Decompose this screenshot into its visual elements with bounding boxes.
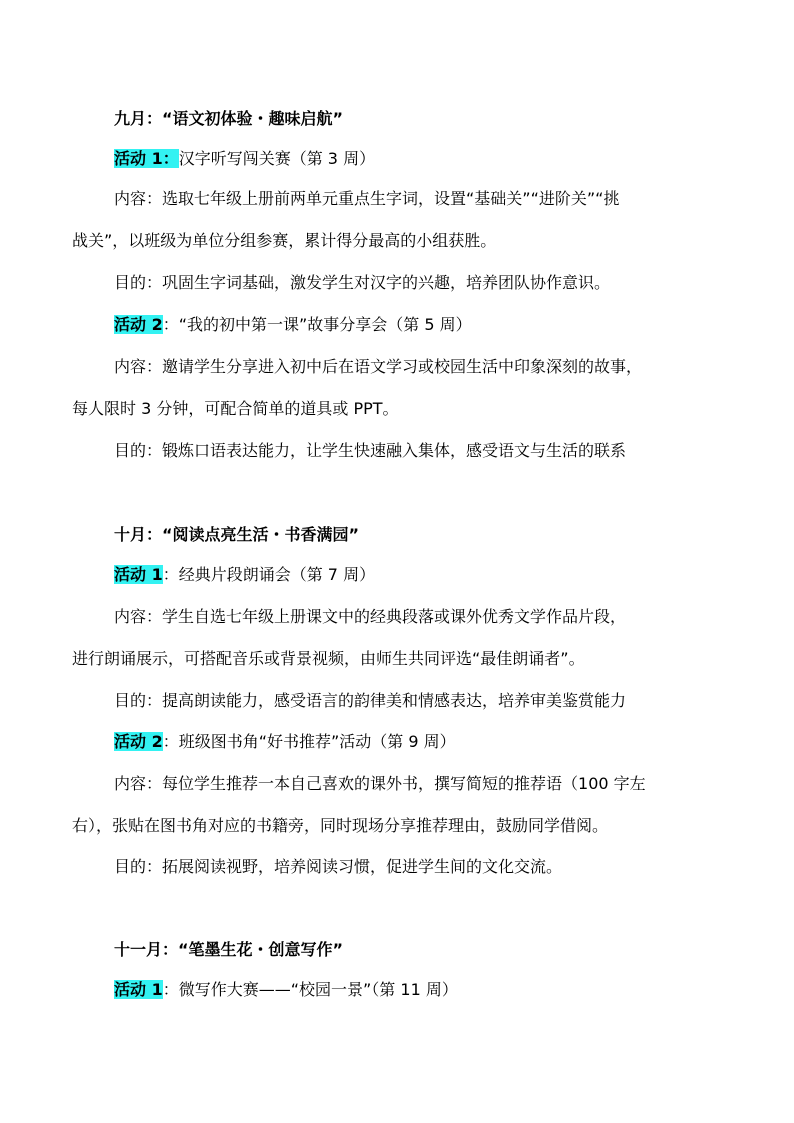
- activity-label-highlight: 活动 1：: [114, 149, 179, 168]
- activity-content-continued: 战关”，以班级为单位分组参赛，累计得分最高的小组获胜。: [72, 231, 497, 250]
- content-label: 内容: [114, 774, 147, 793]
- activity-label-highlight: 活动 1: [114, 565, 163, 584]
- activity-line: [114, 979, 458, 1001]
- activity-title: 汉字听写闯关赛（第 3 周）: [178, 149, 376, 168]
- section-heading-september: 九月：“语文初体验・趣味启航”: [114, 109, 344, 128]
- section-heading-november: 十一月：“笔墨生花・创意写作”: [114, 940, 344, 959]
- activity-line: [114, 314, 472, 336]
- activity-label-highlight: 活动 2: [114, 315, 163, 334]
- activity-line: [114, 731, 456, 753]
- activity-content-continued: 右），张贴在图书角对应的书籍旁，同时现场分享推荐理由，鼓励同学借阅。: [72, 816, 609, 835]
- activity-line: [114, 148, 375, 170]
- activity-goal: 目的：巩固生字词基础，激发学生对汉字的兴趣，培养团队协作意识。: [114, 273, 611, 292]
- activity-label-highlight: 活动 2: [114, 732, 163, 751]
- activity-title: ：班级图书角“好书推荐”活动（第 9 周）: [162, 732, 456, 751]
- section-heading-october: 十月：“阅读点亮生活・书香满园”: [114, 525, 360, 544]
- activity-title: ：经典片段朗诵会（第 7 周）: [162, 565, 376, 584]
- activity-content: 内容：学生自选七年级上册课文中的经典段落或课外优秀文学作品片段，: [114, 607, 627, 626]
- activity-goal: 目的：提高朗读能力，感受语言的韵律美和情感表达，培养审美鉴赏能力: [114, 691, 627, 710]
- activity-content: 内容：邀请学生分享进入初中后在语文学习或校园生活中印象深刻的故事，: [114, 357, 643, 376]
- content-label: 内容: [114, 189, 147, 208]
- activity-title: ：“我的初中第一课”故事分享会（第 5 周）: [162, 315, 472, 334]
- content-text: ：每位学生推荐一本自己喜欢的课外书，撰写简短的推荐语（100 字左: [146, 774, 646, 793]
- activity-title: ：微写作大赛——“校园一景”（第 11 周）: [162, 980, 458, 999]
- activity-label-highlight: 活动 1: [114, 980, 163, 999]
- activity-goal: 目的：拓展阅读视野，培养阅读习惯，促进学生间的文化交流。: [114, 857, 563, 876]
- activity-line: [114, 564, 375, 586]
- activity-content: [114, 773, 646, 795]
- activity-content: [114, 188, 619, 210]
- activity-content-continued: 每人限时 3 分钟，可配合简单的道具或 PPT。: [72, 399, 399, 418]
- activity-goal: 目的：锻炼口语表达能力，让学生快速融入集体，感受语文与生活的联系: [114, 441, 627, 460]
- content-text: ：选取七年级上册前两单元重点生字词，设置“基础关”“进阶关”“挑: [146, 189, 620, 208]
- activity-content-continued: 进行朗诵展示，可搭配音乐或背景视频，由师生共同评选“最佳朗诵者”。: [72, 649, 585, 668]
